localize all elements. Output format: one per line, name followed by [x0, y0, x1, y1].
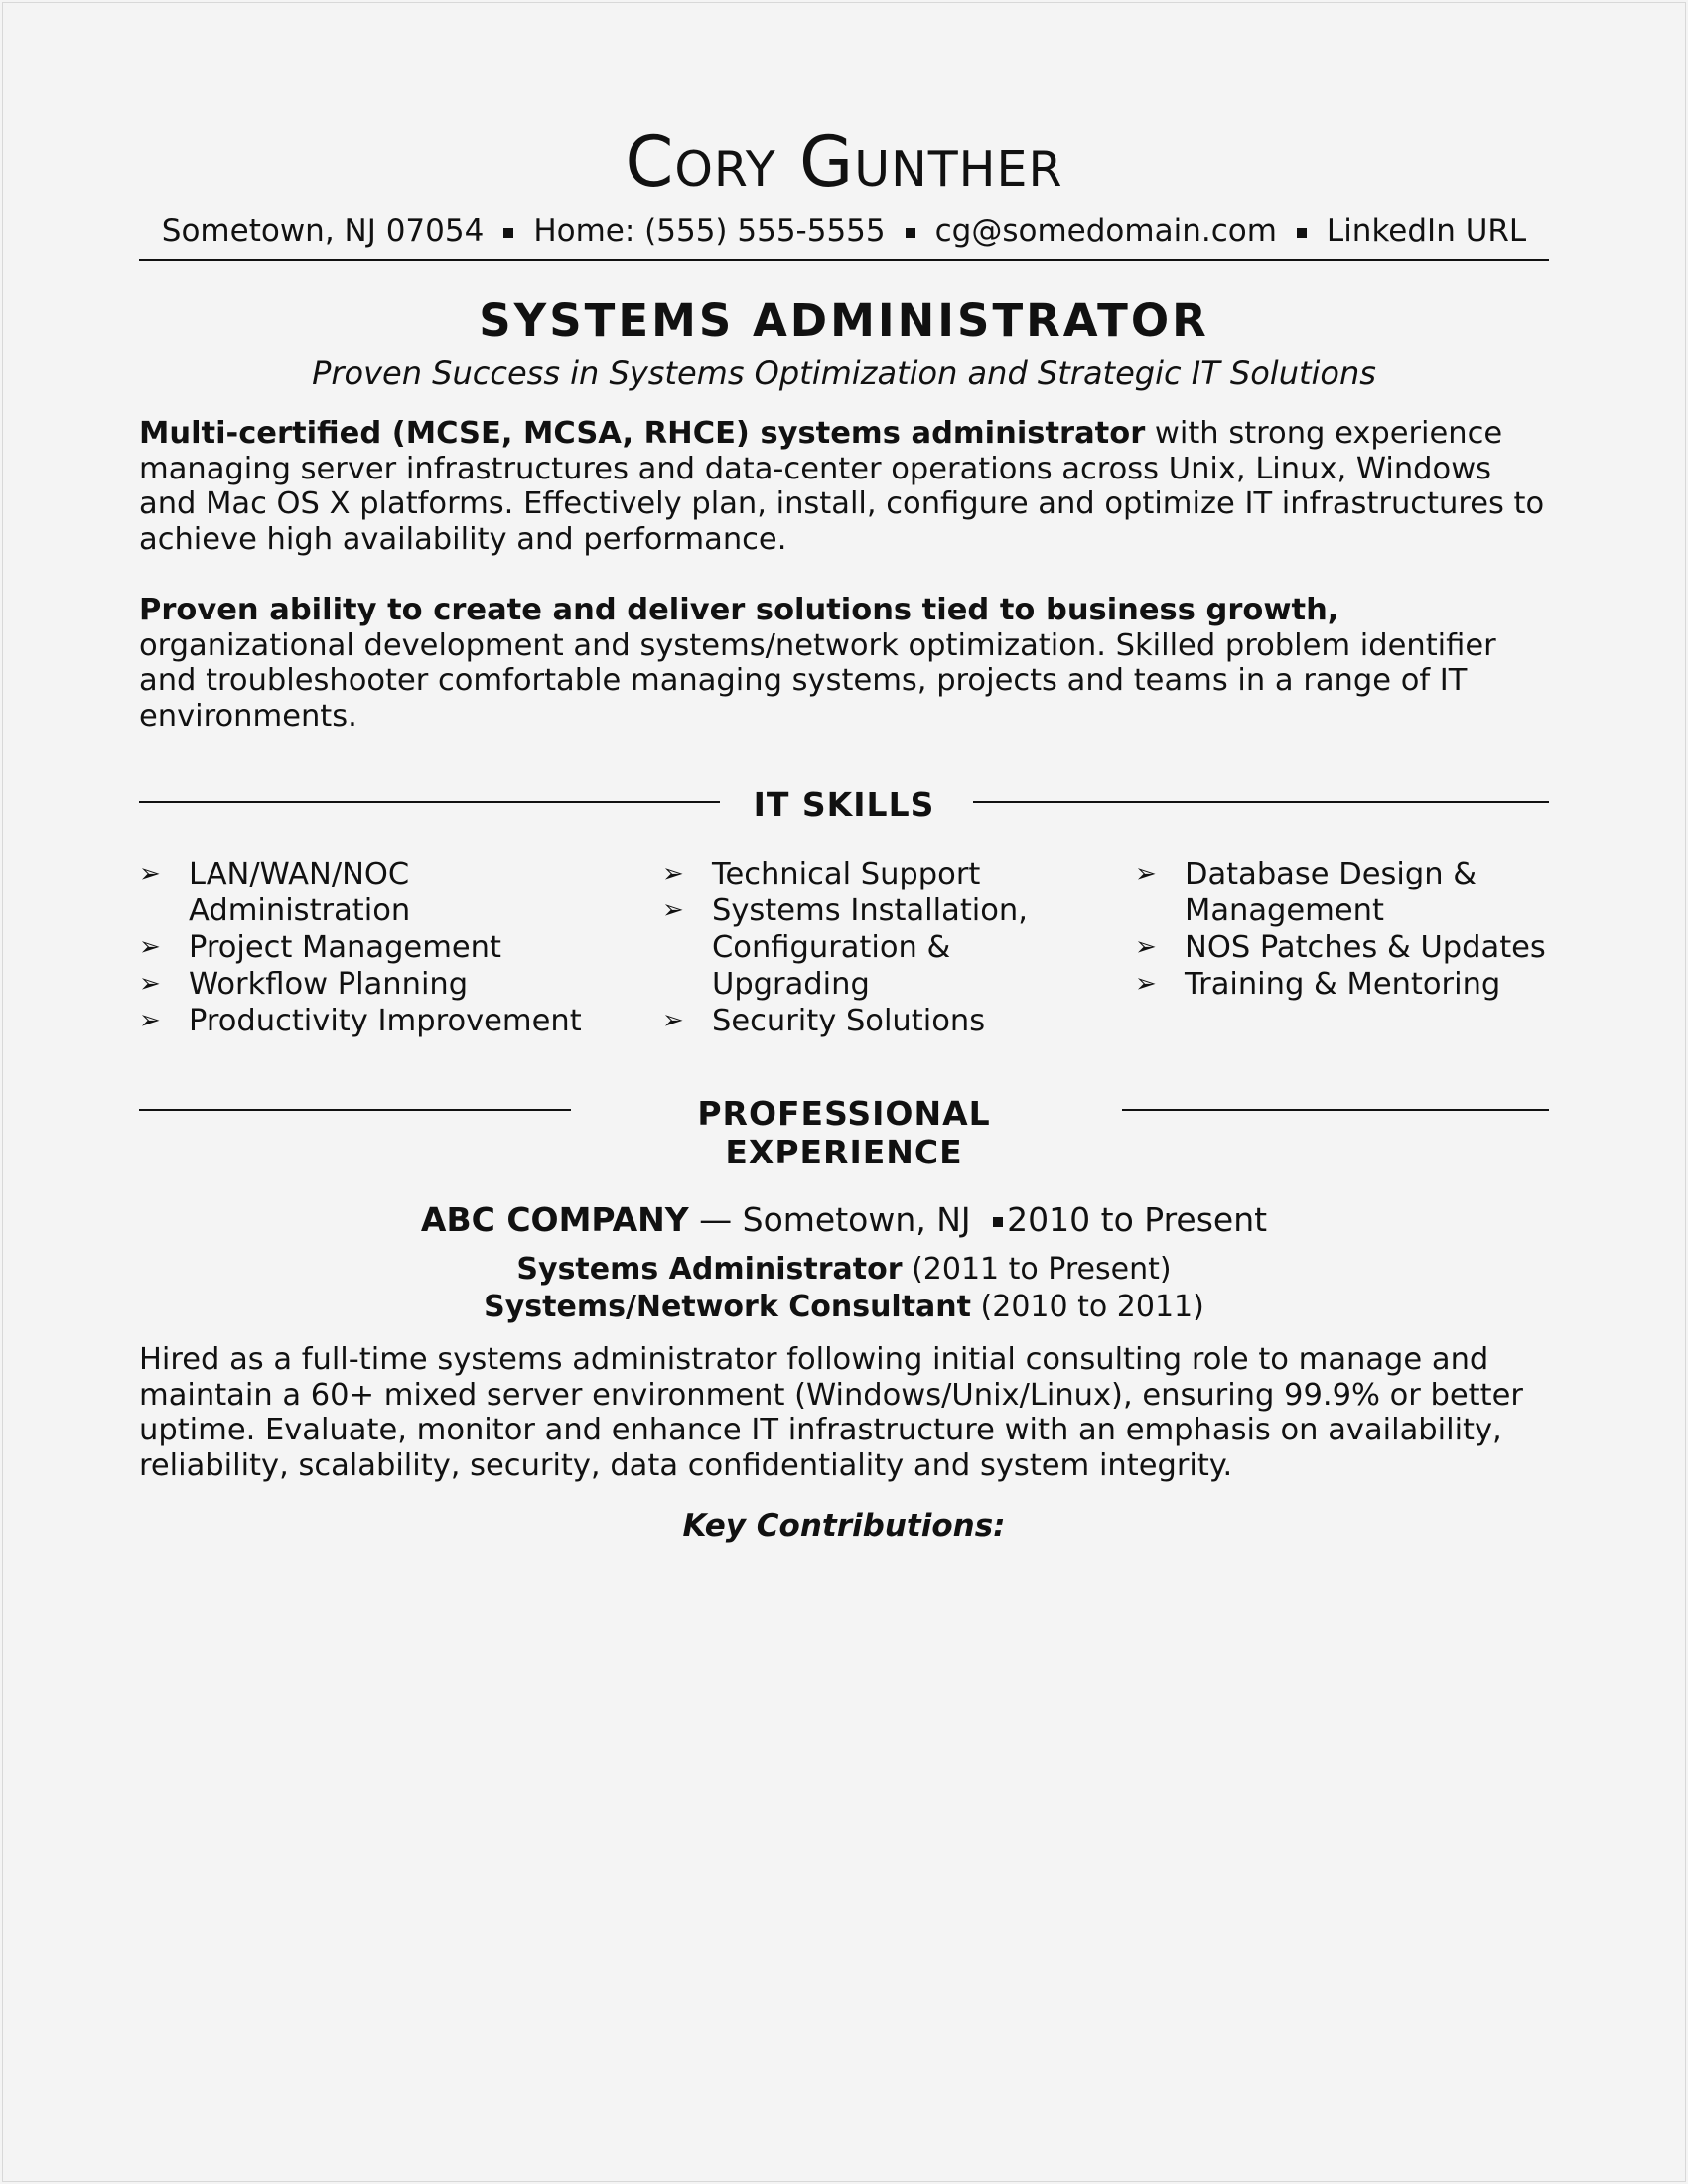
skills-column-1: [139, 856, 606, 1039]
role-title: Systems/Network Consultant: [484, 1290, 971, 1324]
summary-1-bold: Multi-certified (MCSE, MCSA, RHCE) systems administrator: [139, 416, 1146, 451]
contact-phone: Home: (555) 555-5555: [533, 213, 886, 249]
arrow-bullet-icon: ➢: [1135, 932, 1157, 962]
skills-rule-right: [973, 801, 1549, 803]
experience-description: Hired as a full-time systems administrator following initial consulting role to manage and maintain a 60+ mixed server environment (Windows/Unix/Linux), ensuring 99.9% or better uptime. Evaluate, monitor and enhance IT infrastructure with an emphasis on availability, reliability, scalability, security, data confidentiality and system integrity.: [139, 1342, 1523, 1483]
company-name: ABC COMPANY: [420, 1200, 689, 1239]
skills-column-2: [662, 856, 1099, 1039]
separator-square: [906, 228, 915, 238]
experience-heading-line-1: PROFESSIONAL: [697, 1094, 991, 1133]
role-line-1: [139, 1251, 1549, 1289]
arrow-bullet-icon: ➢: [1135, 969, 1157, 999]
key-contributions-heading: Key Contributions:: [682, 1508, 1006, 1544]
arrow-bullet-icon: ➢: [662, 1006, 684, 1035]
skills-column-3: [1135, 856, 1549, 1003]
skill-item: ➢ Database Design & Management: [1135, 857, 1477, 928]
role-title: Systems Administrator: [516, 1252, 903, 1287]
experience-heading-line-2: EXPERIENCE: [725, 1133, 963, 1171]
arrow-bullet-icon: ➢: [139, 932, 161, 962]
summary-2-bold: Proven ability to create and deliver solutions tied to business growth,: [139, 593, 1339, 627]
summary-1-text: with strong experience managing server infrastructures and data-center operations across Unix, Linux, Windows and Mac OS X platforms. Effectively plan, install, configure and optimize IT infrastructures to achieve high availability and performance.: [139, 416, 1545, 557]
header-divider: [139, 259, 1549, 261]
role-dates: (2011 to Present): [902, 1252, 1172, 1287]
arrow-bullet-icon: ➢: [139, 1006, 161, 1035]
company-line: [139, 1199, 1549, 1241]
role-line-2: [139, 1289, 1549, 1326]
separator-square: [503, 228, 513, 238]
contact-linkedin[interactable]: LinkedIn URL: [1326, 213, 1527, 249]
experience-heading: [139, 1094, 1549, 1171]
job-subtitle: Proven Success in Systems Optimization and Strategic IT Solutions: [312, 354, 1376, 392]
arrow-bullet-icon: ➢: [662, 895, 684, 925]
skill-item: ➢ Technical Support: [662, 857, 981, 891]
skills-heading: IT SKILLS: [753, 785, 935, 824]
skill-item: ➢ LAN/WAN/NOC Administration: [139, 857, 411, 928]
skill-item: ➢ Training & Mentoring: [1135, 967, 1501, 1002]
skill-item: ➢ Project Management: [139, 930, 501, 965]
role-dates: (2010 to 2011): [971, 1290, 1204, 1324]
separator-square: [1297, 228, 1307, 238]
arrow-bullet-icon: ➢: [139, 859, 161, 888]
company-dates: 2010 to Present: [1007, 1200, 1268, 1239]
candidate-name: Cory Gunther: [625, 121, 1063, 203]
separator-square: [993, 1217, 1003, 1227]
arrow-bullet-icon: ➢: [139, 969, 161, 999]
contact-email[interactable]: cg@somedomain.com: [934, 213, 1277, 249]
company-location: — Sometown, NJ: [688, 1200, 982, 1239]
summary-paragraph-1: [139, 416, 1549, 557]
arrow-bullet-icon: ➢: [1135, 859, 1157, 888]
skill-item: ➢ NOS Patches & Updates: [1135, 930, 1546, 965]
experience-rule-right: [1122, 1109, 1549, 1111]
skill-item: ➢ Productivity Improvement: [139, 1004, 582, 1038]
summary-paragraph-2: [139, 593, 1549, 734]
job-title: SYSTEMS ADMINISTRATOR: [479, 294, 1209, 346]
skill-item: ➢ Security Solutions: [662, 1004, 986, 1038]
arrow-bullet-icon: ➢: [662, 859, 684, 888]
contact-location: Sometown, NJ 07054: [161, 213, 485, 249]
skill-item: ➢ Workflow Planning: [139, 967, 469, 1002]
skill-item: ➢ Systems Installation, Configuration & Upgrading: [662, 893, 1028, 1002]
contact-line: [139, 210, 1549, 252]
summary-2-text: organizational development and systems/network optimization. Skilled problem identifier and troubleshooter comfortable managing systems, projects and teams in a range of IT environments.: [139, 627, 1496, 734]
